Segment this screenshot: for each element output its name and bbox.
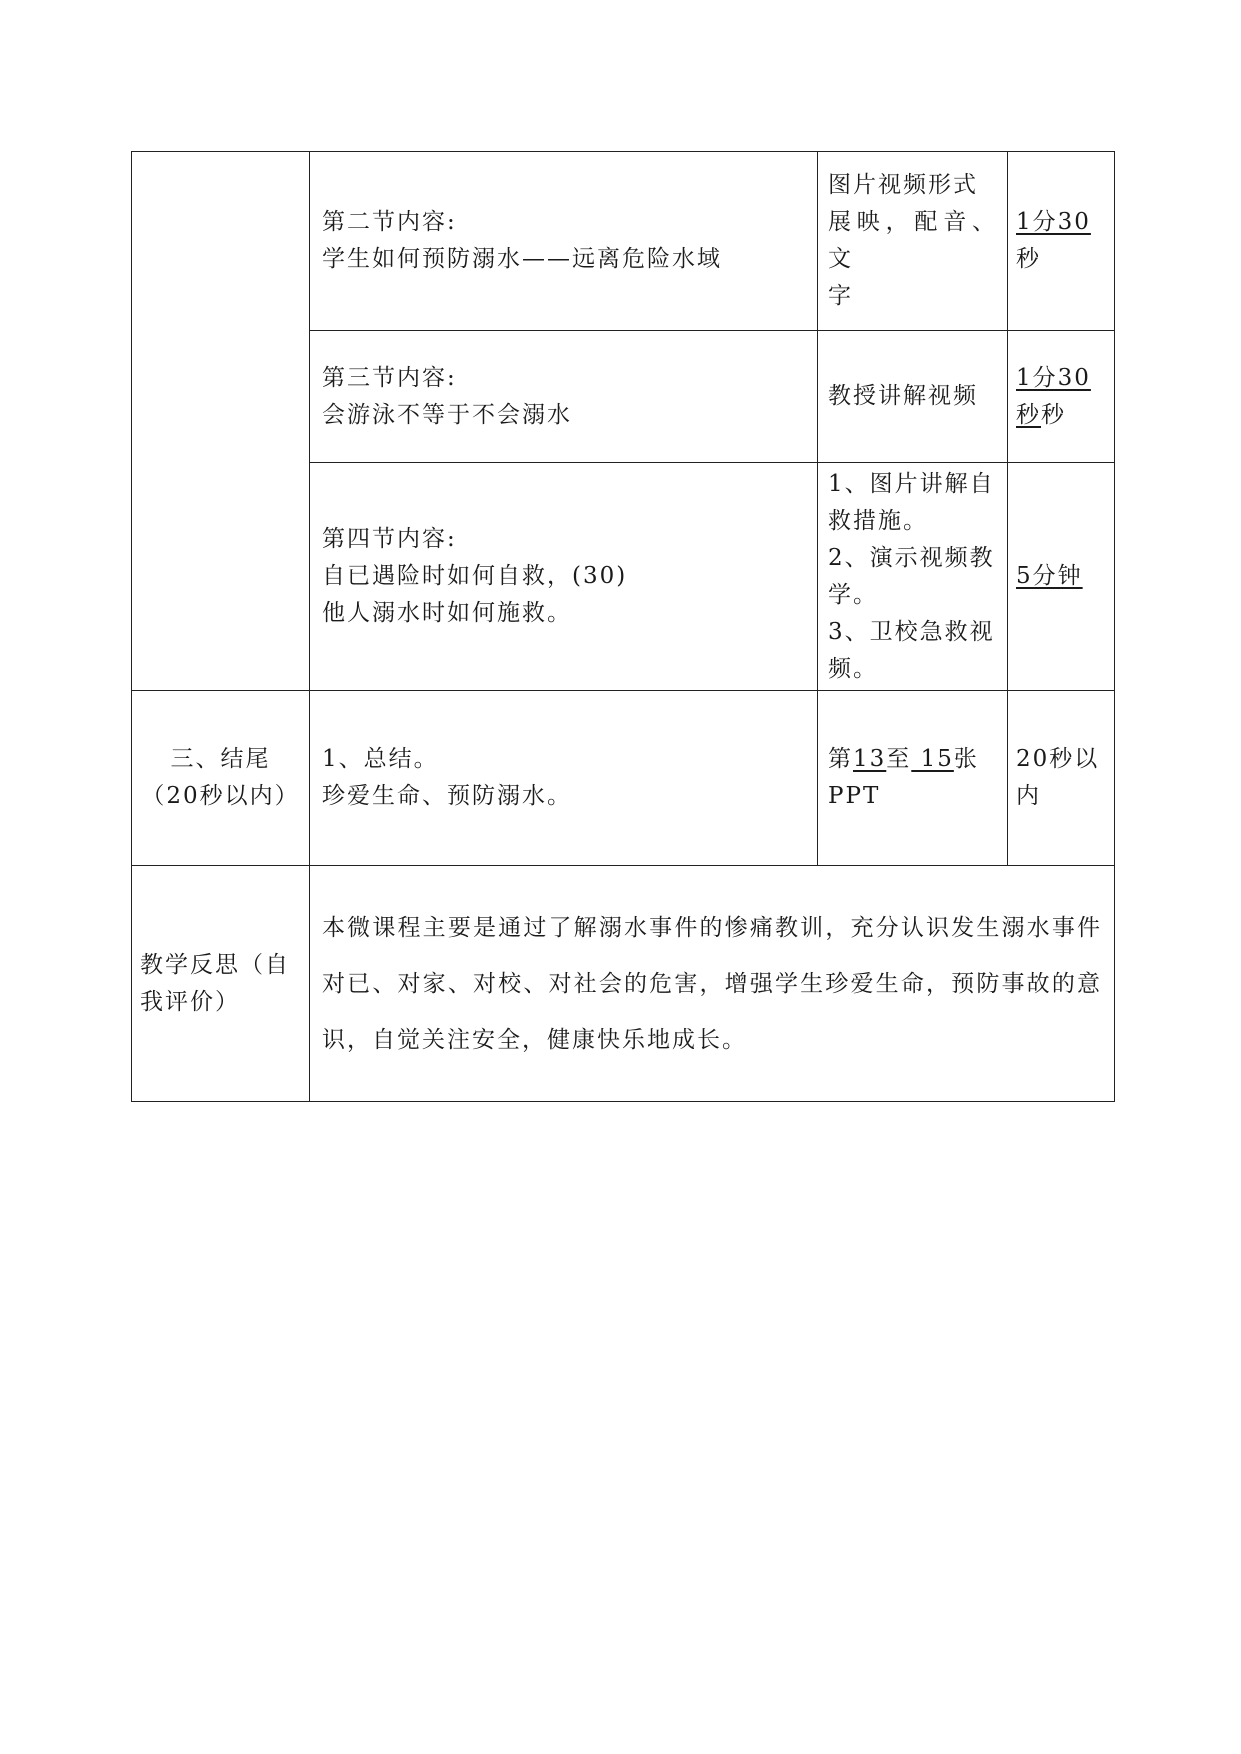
reflection-label-sub: 我评价） — [140, 988, 240, 1015]
ending-label-duration: （20秒以内） — [141, 783, 300, 809]
ending-method-mid: 至 — [886, 746, 912, 772]
section4-method-line: 学。 — [828, 581, 878, 608]
section4-method-line: 救措施。 — [828, 507, 928, 534]
section3-method: 教授讲解视频 — [828, 383, 978, 409]
content-cell-section3 — [310, 331, 818, 463]
time-cell-section2 — [1008, 152, 1115, 331]
table-row-section2 — [132, 152, 1115, 331]
section2-time: 1分30 — [1016, 209, 1091, 235]
section2-method-line: 图片视频形式 — [828, 172, 978, 198]
table-row-ending — [132, 691, 1115, 866]
reflection-text-cell — [310, 866, 1115, 1102]
ending-method-prefix: 第 — [828, 746, 853, 772]
section4-title: 第四节内容: — [322, 526, 457, 552]
method-cell-section4 — [818, 463, 1008, 691]
ending-slide-start: 13 — [853, 746, 887, 772]
section4-method-line: 3、卫校急救视 — [828, 618, 995, 645]
reflection-text: 本微课程主要是通过了解溺水事件的惨痛教训，充分认识发生溺水事件对已、对家、对校、对社会的危害，增强学生珍爱生命，预防事故的意识，自觉关注安全，健康快乐地成长。 — [322, 914, 1102, 1053]
section4-time: 5分钟 — [1016, 563, 1083, 589]
method-cell-ending — [818, 691, 1008, 866]
lesson-plan-table — [131, 151, 1115, 1102]
time-cell-section4 — [1008, 463, 1115, 691]
section2-method-line: 字 — [828, 283, 853, 309]
ending-label: 三、结尾 — [170, 746, 271, 772]
stage-label-cell-ending — [132, 691, 310, 866]
section4-line: 自已遇险时如何自救，(30) — [322, 563, 628, 589]
table-row-reflection — [132, 866, 1115, 1102]
ending-slide-end: 15 — [911, 746, 954, 772]
section4-method-line: 2、演示视频教 — [828, 544, 995, 571]
content-cell-section4 — [310, 463, 818, 691]
section3-time: 1分30 — [1016, 364, 1091, 391]
time-cell-ending — [1008, 691, 1115, 866]
stage-label-cell-empty — [132, 152, 310, 691]
ending-time-tail: 内 — [1016, 783, 1041, 809]
section3-time-unit: 秒 — [1016, 401, 1041, 428]
section2-method-line: 展映，配音、文 — [828, 209, 997, 272]
ending-line: 1、总结。 — [322, 746, 439, 772]
section3-body: 会游泳不等于不会溺水 — [322, 401, 572, 428]
section4-line: 他人溺水时如何施救。 — [322, 600, 572, 626]
section2-title: 第二节内容: — [322, 209, 457, 235]
section3-time-tail: 秒 — [1041, 401, 1066, 428]
section2-time-tail: 秒 — [1016, 246, 1041, 272]
stage-label-cell-reflection — [132, 866, 310, 1102]
method-cell-section2 — [818, 152, 1008, 331]
section2-body: 学生如何预防溺水——远离危险水域 — [322, 246, 722, 272]
section4-method-line: 1、图片讲解自 — [828, 470, 995, 497]
ending-method-suffix: 张 — [953, 746, 979, 772]
method-cell-section3 — [818, 331, 1008, 463]
ending-time: 20秒以 — [1016, 746, 1100, 772]
content-cell-section2 — [310, 152, 818, 331]
reflection-label: 教学反思（自 — [140, 951, 290, 978]
section3-title: 第三节内容: — [322, 364, 457, 391]
ending-method-ppt: PPT — [828, 783, 881, 809]
ending-line: 珍爱生命、预防溺水。 — [322, 783, 572, 809]
content-cell-ending — [310, 691, 818, 866]
section4-method-line: 频。 — [828, 655, 878, 682]
time-cell-section3 — [1008, 331, 1115, 463]
